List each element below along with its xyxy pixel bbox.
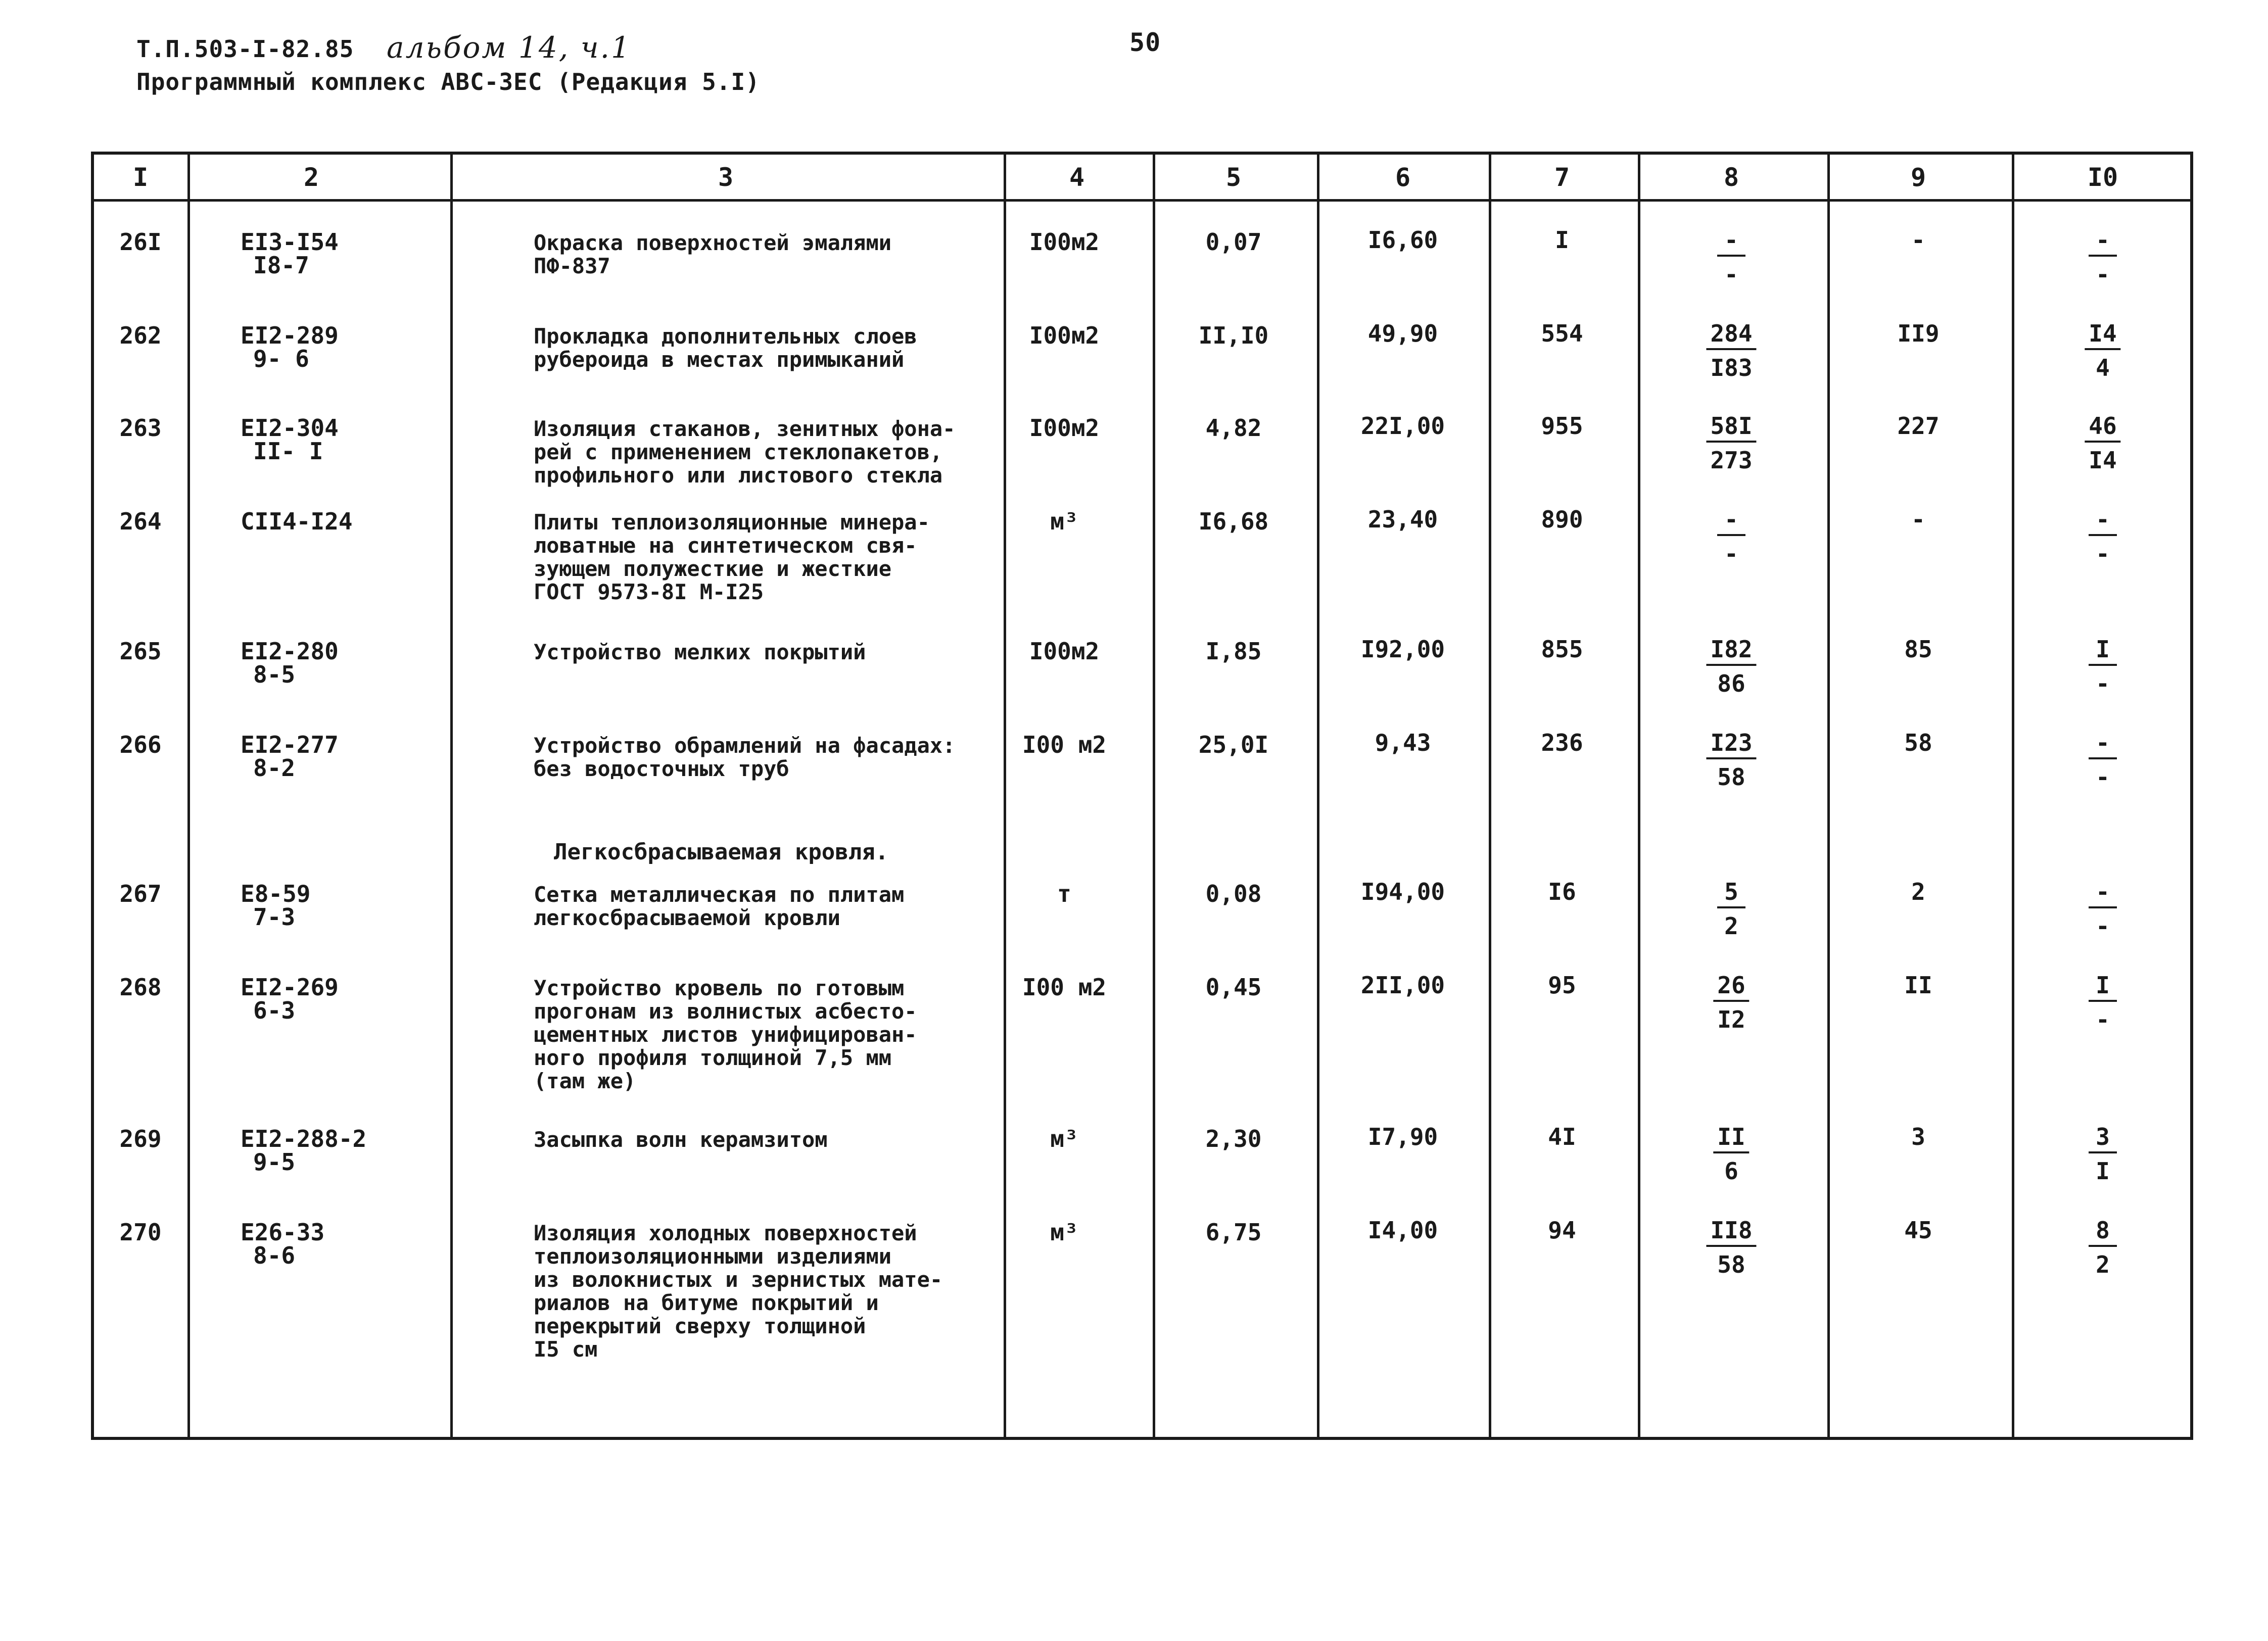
work-description: зующем полужесткие и жесткие bbox=[534, 556, 892, 581]
column-header: 9 bbox=[1910, 163, 1926, 192]
quantity: 4,82 bbox=[1205, 414, 1262, 442]
unit: I00м2 bbox=[1029, 638, 1100, 665]
col10-value bbox=[2089, 638, 2117, 695]
work-description: профильного или листового стекла bbox=[534, 463, 943, 488]
rate-code: 8-5 bbox=[253, 661, 296, 688]
col10-value-numerator: - bbox=[2089, 731, 2117, 759]
column-header: I bbox=[132, 163, 149, 192]
work-description: Плиты теплоизоляционные минера- bbox=[534, 510, 930, 535]
work-description: ловатные на синтетическом свя- bbox=[534, 533, 917, 558]
row-number: 269 bbox=[119, 1125, 162, 1152]
column-header: 2 bbox=[303, 163, 319, 192]
total-cost: 95 bbox=[1548, 972, 1576, 999]
col8-value-numerator: 284 bbox=[1706, 322, 1756, 350]
quantity: 0,07 bbox=[1205, 228, 1262, 256]
col8-value bbox=[1717, 508, 1745, 565]
col10-value-numerator: 3 bbox=[2089, 1125, 2117, 1153]
total-cost: 554 bbox=[1541, 320, 1583, 347]
rate-code: 7-3 bbox=[253, 903, 296, 931]
unit-price: I4,00 bbox=[1367, 1217, 1438, 1244]
total-cost: I6 bbox=[1548, 878, 1576, 905]
col9-value: 3 bbox=[1911, 1123, 1925, 1150]
col10-value-denominator: - bbox=[2096, 540, 2110, 567]
col8-value bbox=[1706, 1219, 1756, 1276]
col8-value-numerator: 5 bbox=[1717, 880, 1745, 908]
program-title: Программный комплекс АВС-ЗЕС (Редакция 5.I) bbox=[136, 68, 760, 95]
col8-value-denominator: I2 bbox=[1717, 1006, 1745, 1033]
total-cost: 855 bbox=[1541, 636, 1583, 663]
col10-value bbox=[2089, 731, 2117, 789]
rate-code: ЕI3-I54 bbox=[241, 228, 339, 256]
row-number: 268 bbox=[119, 974, 162, 1001]
col10-value-numerator: I4 bbox=[2085, 322, 2120, 350]
unit: м³ bbox=[1050, 1125, 1078, 1152]
column-header: 5 bbox=[1225, 163, 1242, 192]
col10-value-numerator: - bbox=[2089, 880, 2117, 908]
rate-code: Е8-59 bbox=[241, 880, 311, 907]
rate-code: ЕI2-277 bbox=[241, 731, 339, 758]
col8-value-denominator: 2 bbox=[1724, 912, 1738, 940]
quantity: I,85 bbox=[1205, 638, 1262, 665]
work-description: ного профиля толщиной 7,5 мм bbox=[534, 1045, 892, 1070]
rate-code: 8-6 bbox=[253, 1242, 296, 1269]
col10-value-denominator: - bbox=[2096, 670, 2110, 697]
col8-value-numerator: 58I bbox=[1706, 414, 1756, 443]
quantity: 0,45 bbox=[1205, 974, 1262, 1001]
col9-value: - bbox=[1911, 226, 1925, 254]
col8-value bbox=[1717, 880, 1745, 938]
work-description: Устройство кровель по готовым bbox=[534, 976, 905, 1000]
unit-price: I94,00 bbox=[1360, 878, 1445, 905]
col10-value-numerator: 8 bbox=[2089, 1219, 2117, 1247]
column-divider bbox=[450, 155, 453, 1437]
column-header: 4 bbox=[1069, 163, 1085, 192]
total-cost: 955 bbox=[1541, 412, 1583, 440]
col10-value-denominator: - bbox=[2096, 912, 2110, 940]
work-description: из волокнистых и зернистых мате- bbox=[534, 1267, 943, 1292]
col8-value bbox=[1713, 1125, 1749, 1183]
quantity: 2,30 bbox=[1205, 1125, 1262, 1152]
unit-price: 22I,00 bbox=[1360, 412, 1445, 440]
column-divider bbox=[1827, 155, 1830, 1437]
total-cost: 4I bbox=[1548, 1123, 1576, 1150]
unit-price: 2II,00 bbox=[1360, 972, 1445, 999]
column-header: 6 bbox=[1395, 163, 1411, 192]
quantity: 0,08 bbox=[1205, 880, 1262, 907]
col10-value bbox=[2089, 508, 2117, 565]
work-description: прогонам из волнистых асбесто- bbox=[534, 999, 917, 1024]
unit: т bbox=[1057, 880, 1071, 907]
work-description: риалов на битуме покрытий и bbox=[534, 1290, 879, 1315]
row-number: 266 bbox=[119, 731, 162, 758]
row-number: 262 bbox=[119, 322, 162, 349]
unit: м³ bbox=[1050, 1219, 1078, 1246]
total-cost: 94 bbox=[1548, 1217, 1576, 1244]
col8-value-denominator: I83 bbox=[1710, 354, 1753, 381]
row-number: 270 bbox=[119, 1219, 162, 1246]
header-divider bbox=[94, 199, 2190, 202]
rate-code: ЕI2-269 bbox=[241, 974, 339, 1001]
rate-code: Е26-33 bbox=[241, 1219, 325, 1246]
total-cost: 236 bbox=[1541, 729, 1583, 756]
col10-value bbox=[2089, 228, 2117, 286]
col10-value-numerator: 46 bbox=[2085, 414, 2120, 443]
work-description: цементных листов унифицирован- bbox=[534, 1022, 917, 1047]
col8-value-denominator: 58 bbox=[1717, 1251, 1745, 1278]
work-description: рубероида в местах примыканий bbox=[534, 347, 905, 372]
work-description: легкосбрасываемой кровли bbox=[534, 905, 840, 930]
work-description: Устройство мелких покрытий bbox=[534, 640, 866, 664]
rate-code: I8-7 bbox=[253, 252, 309, 279]
row-number: 264 bbox=[119, 508, 162, 535]
estimate-table bbox=[91, 152, 2193, 1440]
col10-value-numerator: - bbox=[2089, 228, 2117, 257]
rate-code: ЕI2-280 bbox=[241, 638, 339, 665]
col8-value bbox=[1713, 974, 1749, 1031]
rate-code: 6-3 bbox=[253, 997, 296, 1024]
work-description: Окраска поверхностей эмалями bbox=[534, 230, 892, 255]
column-header: 8 bbox=[1723, 163, 1739, 192]
work-description: без водосточных труб bbox=[534, 756, 789, 781]
col10-value bbox=[2085, 322, 2120, 379]
col10-value-denominator: - bbox=[2096, 1006, 2110, 1033]
col8-value-numerator: I23 bbox=[1706, 731, 1756, 759]
col8-value bbox=[1706, 414, 1756, 472]
col8-value-denominator: 273 bbox=[1710, 447, 1753, 474]
col10-value-numerator: - bbox=[2089, 508, 2117, 536]
col8-value-denominator: 58 bbox=[1717, 763, 1745, 791]
column-divider bbox=[187, 155, 190, 1437]
col10-value bbox=[2089, 880, 2117, 938]
column-divider bbox=[2012, 155, 2014, 1437]
row-number: 26I bbox=[119, 228, 162, 256]
work-description: Изоляция холодных поверхностей bbox=[534, 1221, 917, 1245]
col9-value: - bbox=[1911, 506, 1925, 533]
section-title: Легкосбрасываемая кровля. bbox=[554, 839, 889, 865]
col8-value bbox=[1706, 731, 1756, 789]
col10-value bbox=[2085, 414, 2120, 472]
col8-value-denominator: 6 bbox=[1724, 1157, 1738, 1185]
col8-value-denominator: 86 bbox=[1717, 670, 1745, 697]
col10-value bbox=[2089, 1219, 2117, 1276]
col8-value bbox=[1706, 638, 1756, 695]
column-divider bbox=[1489, 155, 1491, 1437]
quantity: II,I0 bbox=[1198, 322, 1269, 349]
unit-price: 23,40 bbox=[1367, 506, 1438, 533]
unit: м³ bbox=[1050, 508, 1078, 535]
page-number: 50 bbox=[1129, 28, 1161, 57]
work-description: теплоизоляционными изделиями bbox=[534, 1244, 892, 1269]
column-divider bbox=[1004, 155, 1006, 1437]
col8-value-numerator: I82 bbox=[1706, 638, 1756, 666]
unit: I00м2 bbox=[1029, 414, 1100, 442]
row-number: 267 bbox=[119, 880, 162, 907]
col10-value-denominator: - bbox=[2096, 261, 2110, 288]
column-divider bbox=[1153, 155, 1155, 1437]
rate-code: СII4-I24 bbox=[241, 508, 353, 535]
work-description: ПФ-837 bbox=[534, 254, 610, 278]
total-cost: I bbox=[1555, 226, 1569, 254]
unit: I00 м2 bbox=[1022, 731, 1107, 758]
col9-value: 227 bbox=[1897, 412, 1940, 440]
quantity: I6,68 bbox=[1198, 508, 1269, 535]
work-description: (там же) bbox=[534, 1069, 636, 1093]
col10-value-numerator: I bbox=[2089, 974, 2117, 1002]
rate-code: 8-2 bbox=[253, 754, 296, 782]
col10-value-numerator: I bbox=[2089, 638, 2117, 666]
work-description: ГОСТ 9573-8I М-I25 bbox=[534, 580, 764, 604]
work-description: Сетка металлическая по плитам bbox=[534, 882, 905, 907]
col10-value-denominator: I4 bbox=[2089, 447, 2117, 474]
col9-value: 2 bbox=[1911, 878, 1925, 905]
col8-value-numerator: - bbox=[1717, 228, 1745, 257]
col8-value bbox=[1717, 228, 1745, 286]
col8-value-numerator: II bbox=[1713, 1125, 1749, 1153]
rate-code: ЕI2-304 bbox=[241, 414, 339, 442]
col10-value-denominator: 2 bbox=[2096, 1251, 2110, 1278]
work-description: I5 см bbox=[534, 1337, 598, 1362]
col10-value-denominator: 4 bbox=[2096, 354, 2110, 381]
doc-code: Т.П.503-I-82.85 bbox=[136, 35, 354, 63]
rate-code: 9- 6 bbox=[253, 345, 309, 372]
work-description: Устройство обрамлений на фасадах: bbox=[534, 733, 956, 758]
col8-value-numerator: - bbox=[1717, 508, 1745, 536]
unit-price: 9,43 bbox=[1375, 729, 1431, 756]
total-cost: 890 bbox=[1541, 506, 1583, 533]
column-header: 3 bbox=[718, 163, 734, 192]
handwritten-note: альбом 14, ч.1 bbox=[387, 30, 632, 65]
rate-code: ЕI2-288-2 bbox=[241, 1125, 367, 1152]
unit: I00м2 bbox=[1029, 228, 1100, 256]
rate-code: ЕI2-289 bbox=[241, 322, 339, 349]
col10-value bbox=[2089, 974, 2117, 1031]
col9-value: 85 bbox=[1904, 636, 1932, 663]
unit-price: 49,90 bbox=[1367, 320, 1438, 347]
work-description: рей с применением стеклопакетов, bbox=[534, 440, 943, 464]
unit: I00 м2 bbox=[1022, 974, 1107, 1001]
column-divider bbox=[1638, 155, 1640, 1437]
work-description: Изоляция стаканов, зенитных фона- bbox=[534, 416, 956, 441]
quantity: 25,0I bbox=[1198, 731, 1269, 758]
col10-value-denominator: - bbox=[2096, 763, 2110, 791]
unit-price: I7,90 bbox=[1367, 1123, 1438, 1150]
col9-value: II bbox=[1904, 972, 1932, 999]
column-header: I0 bbox=[2087, 163, 2118, 192]
unit: I00м2 bbox=[1029, 322, 1100, 349]
rate-code: II- I bbox=[253, 438, 323, 465]
col8-value bbox=[1706, 322, 1756, 379]
col8-value-denominator: - bbox=[1724, 540, 1738, 567]
col8-value-denominator: - bbox=[1724, 261, 1738, 288]
work-description: перекрытий сверху толщиной bbox=[534, 1314, 866, 1338]
col10-value-denominator: I bbox=[2096, 1157, 2110, 1185]
col9-value: II9 bbox=[1897, 320, 1940, 347]
col10-value bbox=[2089, 1125, 2117, 1183]
col8-value-numerator: 26 bbox=[1713, 974, 1749, 1002]
work-description: Засыпка волн керамзитом bbox=[534, 1127, 828, 1152]
column-divider bbox=[1317, 155, 1319, 1437]
col9-value: 58 bbox=[1904, 729, 1932, 756]
unit-price: I6,60 bbox=[1367, 226, 1438, 254]
row-number: 265 bbox=[119, 638, 162, 665]
col9-value: 45 bbox=[1904, 1217, 1932, 1244]
col8-value-numerator: II8 bbox=[1706, 1219, 1756, 1247]
work-description: Прокладка дополнительных слоев bbox=[534, 324, 917, 349]
row-number: 263 bbox=[119, 414, 162, 442]
unit-price: I92,00 bbox=[1360, 636, 1445, 663]
rate-code: 9-5 bbox=[253, 1148, 296, 1176]
quantity: 6,75 bbox=[1205, 1219, 1262, 1246]
column-header: 7 bbox=[1554, 163, 1570, 192]
